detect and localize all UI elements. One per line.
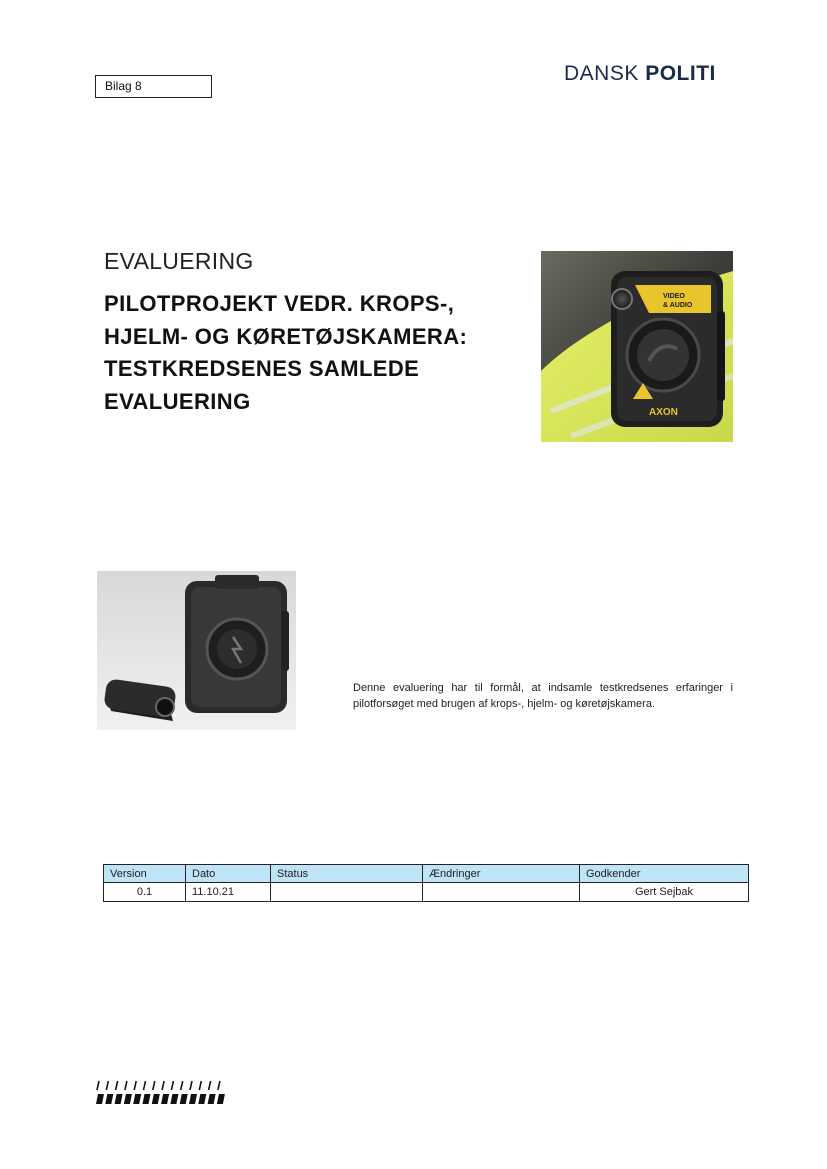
body-camera-photo bbox=[541, 251, 733, 442]
cell-date: 11.10.21 bbox=[186, 883, 271, 902]
stripe-slash bbox=[97, 1081, 99, 1090]
dansk-politi-logo bbox=[564, 62, 716, 86]
stripe-block bbox=[217, 1094, 225, 1104]
stripe-slash bbox=[162, 1081, 164, 1090]
header-version: Version bbox=[104, 865, 186, 883]
table-row bbox=[104, 883, 749, 902]
version-table bbox=[103, 864, 749, 902]
stripe-slash bbox=[144, 1081, 146, 1090]
police-stripe-pattern bbox=[95, 1080, 227, 1105]
annex-label: Bilag 8 bbox=[105, 79, 142, 93]
header-date: Dato bbox=[186, 865, 271, 883]
stripe-slash bbox=[171, 1081, 173, 1090]
title-line-4: EVALUERING bbox=[104, 388, 251, 414]
title-line-3: TESTKREDSENES SAMLEDE bbox=[104, 356, 420, 381]
logo-text-bold: POLITI bbox=[645, 62, 716, 85]
stripe-block bbox=[170, 1094, 178, 1104]
stripe-slash bbox=[181, 1081, 183, 1090]
stripe-slash bbox=[218, 1081, 220, 1090]
version-table-header-row bbox=[104, 865, 749, 883]
stripe-block bbox=[124, 1094, 132, 1104]
stripe-slash bbox=[134, 1081, 136, 1090]
cell-approver: Gert Sejbak bbox=[580, 883, 749, 902]
stripe-block bbox=[161, 1094, 169, 1104]
header-approver: Godkender bbox=[580, 865, 749, 883]
stripe-slash bbox=[199, 1081, 201, 1090]
cover-title bbox=[104, 288, 524, 418]
document-description: Denne evaluering har til formål, at indsamle testkredsenes erfaringer i pilotforsøget med brugen af krops-, hjelm- og køretøjskamera. bbox=[353, 682, 733, 710]
stripe-slash bbox=[209, 1081, 211, 1090]
cell-changes bbox=[423, 883, 580, 902]
stripe-block bbox=[180, 1094, 188, 1104]
stripe-block bbox=[152, 1094, 160, 1104]
stripe-slash bbox=[106, 1081, 108, 1090]
cell-status bbox=[271, 883, 423, 902]
axon-brand-label: AXON bbox=[649, 407, 678, 418]
header-changes: Ændringer bbox=[423, 865, 580, 883]
stripe-block bbox=[198, 1094, 206, 1104]
title-line-2: HJELM- OG KØRETØJSKAMERA: bbox=[104, 323, 468, 349]
annex-label-box bbox=[95, 75, 212, 98]
header-status: Status bbox=[271, 865, 423, 883]
logo-text-light: DANSK bbox=[564, 62, 639, 85]
cell-version: 0.1 bbox=[104, 883, 186, 902]
stripe-slash bbox=[125, 1081, 127, 1090]
title-line-1: PILOTPROJEKT VEDR. KROPS-, bbox=[104, 291, 455, 316]
stripe-block bbox=[105, 1094, 113, 1104]
stripe-slash bbox=[153, 1081, 155, 1090]
audio-label: & AUDIO bbox=[663, 302, 693, 309]
stripe-block bbox=[143, 1094, 151, 1104]
stripe-block bbox=[189, 1094, 197, 1104]
camera-devices-photo bbox=[97, 571, 296, 730]
cover-kicker: EVALUERING bbox=[104, 248, 254, 274]
stripe-block bbox=[133, 1094, 141, 1104]
stripe-slash bbox=[116, 1081, 118, 1090]
stripe-graphic bbox=[95, 1080, 227, 1105]
video-label: VIDEO bbox=[663, 293, 685, 300]
stripe-block bbox=[96, 1094, 104, 1104]
stripe-block bbox=[115, 1094, 123, 1104]
stripe-block bbox=[208, 1094, 216, 1104]
stripe-slash bbox=[190, 1081, 192, 1090]
